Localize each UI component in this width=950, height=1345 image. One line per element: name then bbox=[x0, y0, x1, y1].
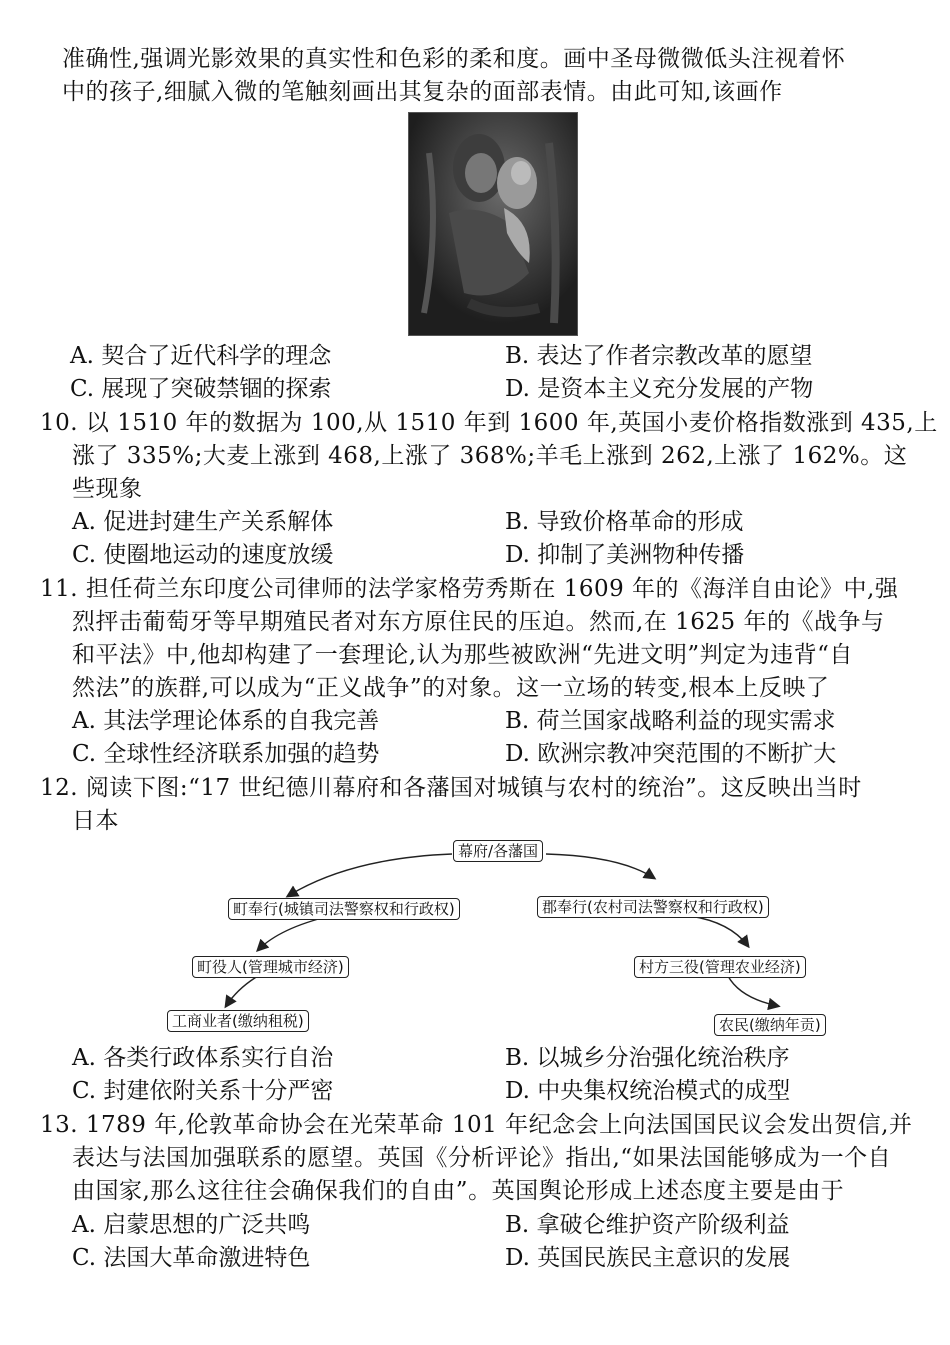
governance-diagram bbox=[150, 838, 850, 1038]
diagram-town-officials-node: 町役人(管理城市经济) bbox=[192, 956, 349, 978]
diagram-village-officials-node: 村方三役(管理农业经济) bbox=[634, 956, 806, 978]
q9-option-d: D. 是资本主义充分发展的产物 bbox=[505, 376, 814, 402]
arrow-root-to-right bbox=[546, 854, 654, 878]
q11-option-c: C. 全球性经济联系加强的趋势 bbox=[72, 741, 380, 767]
q11-text-line-1: 11. 担任荷兰东印度公司律师的法学家格劳秀斯在 1609 年的《海洋自由论》中,强 bbox=[40, 576, 899, 602]
diagram-root-node: 幕府/各藩国 bbox=[453, 840, 543, 862]
q11-text-line-2: 烈抨击葡萄牙等早期殖民者对东方原住民的压迫。然而,在 1625 年的《战争与 bbox=[72, 609, 885, 635]
q12-option-b: B. 以城乡分治强化统治秩序 bbox=[505, 1045, 790, 1071]
painting-illustration bbox=[409, 113, 577, 335]
q10-text-line-2: 涨了 335%;大麦上涨到 468,上涨了 368%;羊毛上涨到 262,上涨了 162%。这 bbox=[72, 443, 908, 469]
diagram-merchants-node: 工商业者(缴纳租税) bbox=[167, 1010, 309, 1032]
q12-text-line-2: 日本 bbox=[72, 808, 119, 834]
diagram-town-magistrate-node: 町奉行(城镇司法警察权和行政权) bbox=[228, 898, 460, 920]
q10-text-line-3: 些现象 bbox=[72, 476, 143, 502]
q13-text-line-1: 13. 1789 年,伦敦革命协会在光荣革命 101 年纪念会上向法国国民议会发出贺信,并 bbox=[40, 1112, 913, 1138]
q11-text-line-3: 和平法》中,他却构建了一套理论,认为那些被欧洲“先进文明”判定为违背“自 bbox=[72, 642, 853, 668]
q13-option-d: D. 英国民族民主意识的发展 bbox=[505, 1245, 791, 1271]
diagram-arrows bbox=[150, 838, 850, 1038]
q13-text-line-2: 表达与法国加强联系的愿望。英国《分析评论》指出,“如果法国能够成为一个自 bbox=[72, 1145, 892, 1171]
diagram-peasants-node: 农民(缴纳年贡) bbox=[714, 1014, 826, 1036]
q9-text-line-2: 中的孩子,细腻入微的笔触刻画出其复杂的面部表情。由此可知,该画作 bbox=[62, 79, 783, 105]
q13-option-a: A. 启蒙思想的广泛共鸣 bbox=[72, 1212, 311, 1238]
q12-option-c: C. 封建依附关系十分严密 bbox=[72, 1078, 334, 1104]
q13-option-c: C. 法国大革命激进特色 bbox=[72, 1245, 311, 1271]
q11-option-d: D. 欧洲宗教冲突范围的不断扩大 bbox=[505, 741, 837, 767]
q10-option-a: A. 促进封建生产关系解体 bbox=[72, 509, 334, 535]
q10-option-c: C. 使圈地运动的速度放缓 bbox=[72, 542, 334, 568]
q12-text-line-1: 12. 阅读下图:“17 世纪德川幕府和各藩国对城镇与农村的统治”。这反映出当时 bbox=[40, 775, 862, 801]
q10-text-line-1: 10. 以 1510 年的数据为 100,从 1510 年到 1600 年,英国小麦价格指数涨到 435,上 bbox=[40, 410, 938, 436]
q12-option-a: A. 各类行政体系实行自治 bbox=[72, 1045, 334, 1071]
arrow-left1-to-left2 bbox=[258, 916, 330, 950]
q9-option-b: B. 表达了作者宗教改革的愿望 bbox=[505, 343, 813, 369]
madonna-painting-image bbox=[408, 112, 578, 336]
q11-option-b: B. 荷兰国家战略利益的现实需求 bbox=[505, 708, 836, 734]
q9-option-c: C. 展现了突破禁锢的探索 bbox=[70, 376, 332, 402]
q13-option-b: B. 拿破仑维护资产阶级利益 bbox=[505, 1212, 790, 1238]
q9-option-a: A. 契合了近代科学的理念 bbox=[70, 343, 332, 369]
q10-option-b: B. 导致价格革命的形成 bbox=[505, 509, 744, 535]
q11-option-a: A. 其法学理论体系的自我完善 bbox=[72, 708, 380, 734]
q13-text-line-3: 由国家,那么这往往会确保我们的自由”。英国舆论形成上述态度主要是由于 bbox=[72, 1178, 845, 1204]
q10-option-d: D. 抑制了美洲物种传播 bbox=[505, 542, 745, 568]
arrow-root-to-left bbox=[288, 854, 452, 896]
q9-text-line-1: 准确性,强调光影效果的真实性和色彩的柔和度。画中圣母微微低头注视着怀 bbox=[62, 46, 846, 72]
arrow-left2-to-left3 bbox=[226, 976, 258, 1006]
arrow-right2-to-right3 bbox=[728, 976, 778, 1006]
arrow-right1-to-right2 bbox=[690, 916, 748, 946]
q12-option-d: D. 中央集权统治模式的成型 bbox=[505, 1078, 791, 1104]
q11-text-line-4: 然法”的族群,可以成为“正义战争”的对象。这一立场的转变,根本上反映了 bbox=[72, 675, 830, 701]
diagram-rural-magistrate-node: 郡奉行(农村司法警察权和行政权) bbox=[537, 896, 769, 918]
